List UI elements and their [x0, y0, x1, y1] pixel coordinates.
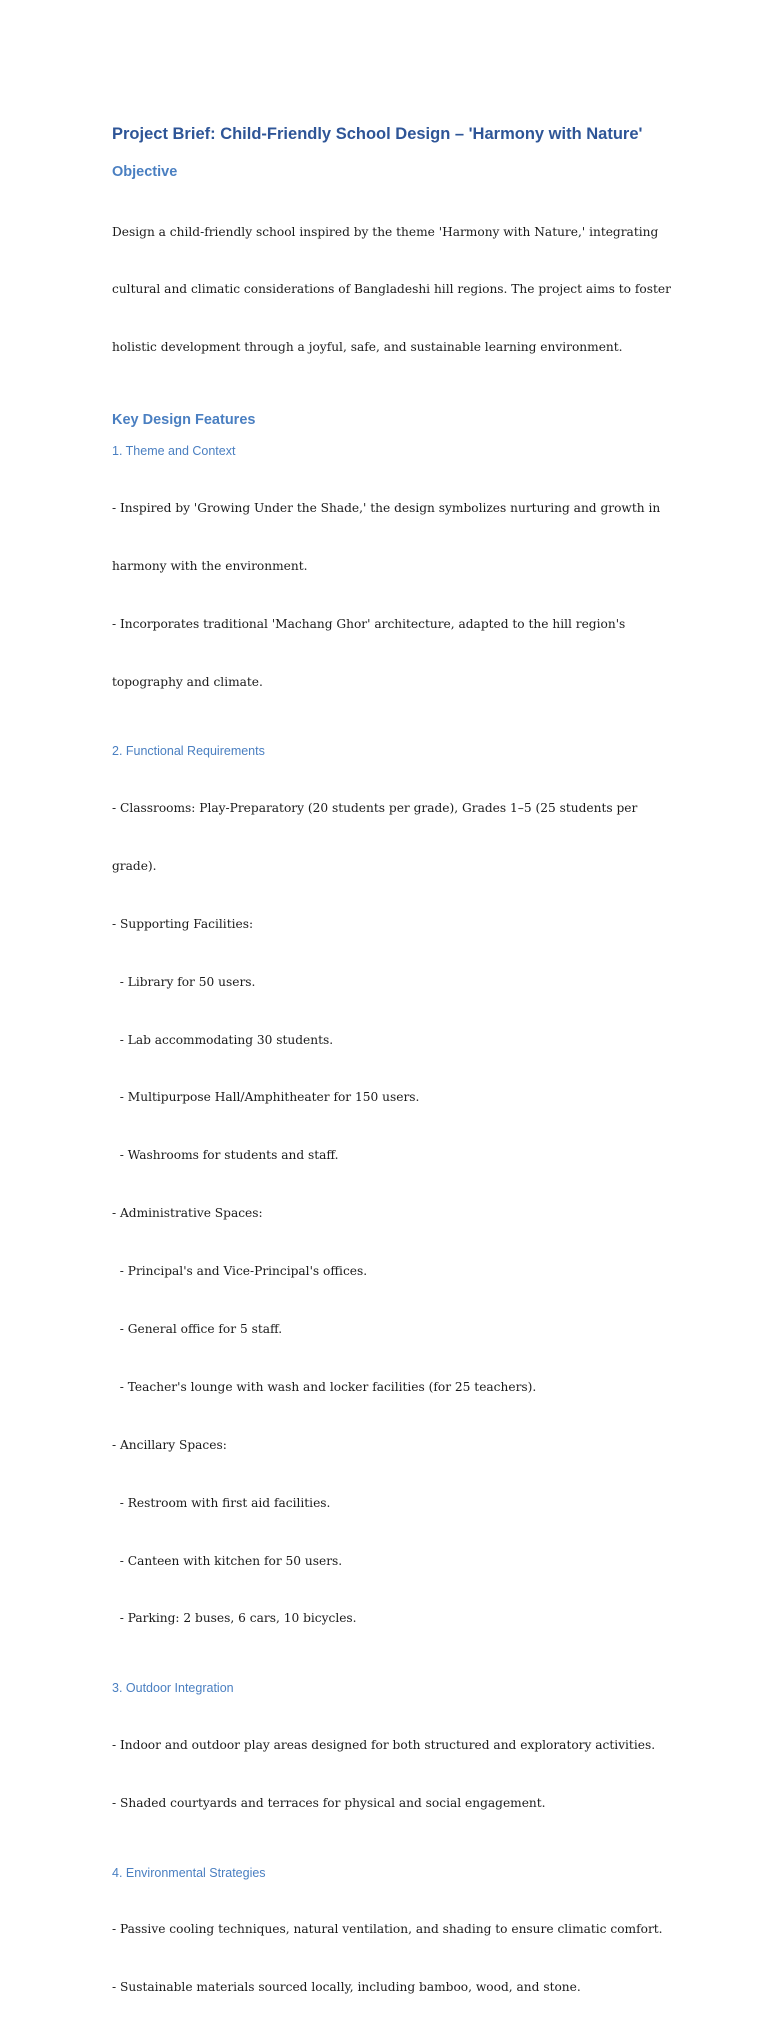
body-line: harmony with the environment. — [112, 558, 308, 573]
body-line: - Lab accommodating 30 students. — [112, 1032, 334, 1047]
body-line: - Ancillary Spaces: — [112, 1437, 227, 1452]
body-line: - Shaded courtyards and terraces for physical and social engagement. — [112, 1795, 546, 1810]
body-line: - Restroom with first aid facilities. — [112, 1495, 331, 1510]
section-body — [112, 460, 672, 730]
section-environmental-strategies — [112, 1864, 672, 2036]
body-line: - General office for 5 staff. — [112, 1322, 283, 1337]
section-heading: 3. Outdoor Integration — [112, 1681, 234, 1696]
section-body — [112, 1697, 672, 1851]
section-heading: 1. Theme and Context — [112, 444, 236, 459]
document-page — [112, 122, 672, 2036]
body-line: - Teacher's lounge with wash and locker facilities (for 25 teachers). — [112, 1379, 537, 1394]
section-body — [112, 1882, 672, 2036]
section-heading: 2. Functional Requirements — [112, 744, 265, 759]
objective-paragraph — [112, 184, 672, 396]
body-line: - Parking: 2 buses, 6 cars, 10 bicycles. — [112, 1611, 357, 1626]
section-heading: 4. Environmental Strategies — [112, 1865, 266, 1880]
objective-line: holistic development through a joyful, safe, and sustainable learning environment. — [112, 340, 623, 355]
body-line: - Classrooms: Play-Preparatory (20 students per grade), Grades 1–5 (25 students per — [112, 801, 638, 816]
key-features-heading: Key Design Features — [112, 412, 256, 429]
body-line: - Sustainable materials sourced locally, including bamboo, wood, and stone. — [112, 1980, 581, 1995]
objective-section — [112, 162, 672, 396]
body-line: - Supporting Facilities: — [112, 916, 254, 931]
body-line: - Indoor and outdoor play areas designed for both structured and exploratory activities. — [112, 1737, 656, 1752]
body-line: - Inspired by 'Growing Under the Shade,' the design symbolizes nurturing and growth in — [112, 500, 661, 515]
body-line: - Canteen with kitchen for 50 users. — [112, 1553, 343, 1568]
body-line: - Incorporates traditional 'Machang Ghor' architecture, adapted to the hill region's — [112, 616, 626, 631]
body-line: - Library for 50 users. — [112, 974, 256, 989]
section-body — [112, 760, 672, 1667]
body-line: - Multipurpose Hall/Amphitheater for 150 users. — [112, 1090, 420, 1105]
objective-line: Design a child-friendly school inspired by the theme 'Harmony with Nature,' integrating — [112, 224, 659, 239]
section-functional-requirements — [112, 742, 672, 1667]
section-outdoor-integration — [112, 1679, 672, 1851]
objective-heading: Objective — [112, 164, 178, 180]
body-line: - Principal's and Vice-Principal's offices. — [112, 1264, 368, 1279]
body-line: - Passive cooling techniques, natural ventilation, and shading to ensure climatic comfort. — [112, 1922, 663, 1937]
body-line: - Washrooms for students and staff. — [112, 1148, 339, 1163]
objective-line: cultural and climatic considerations of Bangladeshi hill regions. The project aims to foster — [112, 282, 671, 297]
body-line: topography and climate. — [112, 674, 263, 689]
body-line: - Administrative Spaces: — [112, 1206, 263, 1221]
key-features-section — [112, 410, 672, 2036]
document-title: Project Brief: Child-Friendly School Design – 'Harmony with Nature' — [112, 125, 643, 143]
section-theme-context — [112, 442, 672, 730]
body-line: grade). — [112, 858, 157, 873]
